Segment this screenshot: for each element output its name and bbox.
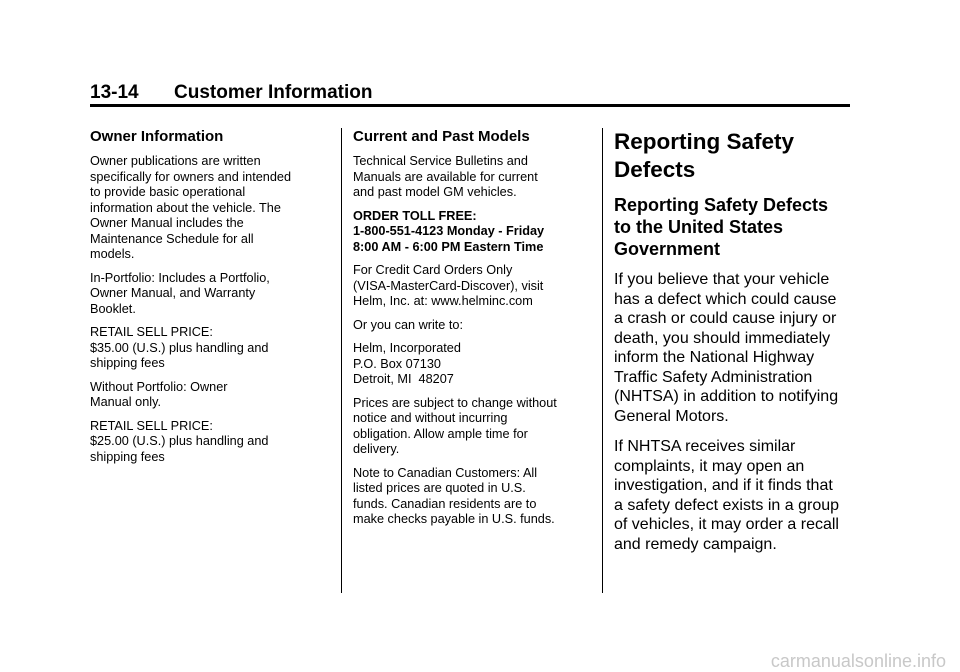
text-line: Technical Service Bulletins and	[353, 154, 528, 168]
column-divider-1	[341, 128, 342, 593]
without-portfolio-paragraph	[90, 380, 330, 411]
text-line: to provide basic operational	[90, 185, 246, 199]
canadian-customers-paragraph	[353, 466, 593, 528]
text-line: (NHTSA) in addition to notifying	[614, 388, 839, 405]
text-line: Without Portfolio: Owner	[90, 379, 228, 394]
text-line: Detroit, MI 48207	[353, 372, 454, 386]
text-line: listed prices are quoted in U.S.	[353, 481, 526, 495]
heading-line: Defects	[614, 157, 696, 182]
text-line: obligation. Allow ample time for	[353, 426, 528, 441]
text-line: a safety defect exists in a group	[614, 496, 840, 514]
text-line: Manuals are available for current	[353, 169, 538, 184]
text-line: a crash or could cause injury or	[614, 310, 837, 327]
page-header	[90, 82, 850, 104]
text-line: inform the National Highway	[614, 349, 815, 366]
text-line: notice and without incurring	[353, 411, 508, 425]
text-line: and past model GM vehicles.	[353, 185, 517, 199]
text-line: Owner Manual includes the	[90, 216, 244, 230]
text-line: information about the vehicle. The	[90, 200, 281, 215]
column-current-past-models	[353, 128, 593, 536]
text-line: Note to Canadian Customers: All	[353, 465, 538, 480]
order-toll-free-block	[353, 209, 593, 256]
text-line: General Motors.	[614, 407, 729, 425]
text-line: specifically for owners and intended	[90, 169, 291, 184]
text-line: make checks payable in U.S. funds.	[353, 512, 555, 526]
retail-price-paragraph-2	[90, 419, 330, 466]
text-line: 8:00 AM - 6:00 PM Eastern Time	[353, 239, 544, 254]
text-line: of vehicles, it may order a recall	[614, 516, 839, 533]
text-line: For Credit Card Orders Only	[353, 263, 513, 277]
text-line: Manual only.	[90, 395, 161, 409]
text-line: has a defect which could cause	[614, 290, 837, 308]
current-past-models-heading: Current and Past Models	[353, 128, 530, 145]
text-line: $25.00 (U.S.) plus handling and	[90, 434, 269, 448]
text-line: RETAIL SELL PRICE:	[90, 418, 213, 433]
retail-price-paragraph-1	[90, 325, 330, 372]
text-line: death, you should immediately	[614, 329, 831, 347]
owner-publications-paragraph	[90, 154, 330, 263]
text-line: Or you can write to:	[353, 317, 463, 332]
text-line: If NHTSA receives similar	[614, 438, 796, 455]
write-to-paragraph	[353, 318, 593, 334]
page-number: 13-14	[90, 82, 139, 103]
text-line: complaints, it may open an	[614, 457, 805, 475]
text-line: investigation, and if it finds that	[614, 477, 833, 494]
text-line: delivery.	[353, 442, 400, 456]
heading-line: Reporting Safety Defects	[614, 195, 829, 215]
text-line: In-Portfolio: Includes a Portfolio,	[90, 270, 270, 285]
text-line: (VISA-MasterCard-Discover), visit	[353, 278, 544, 293]
text-line: Owner Manual, and Warranty	[90, 286, 256, 300]
text-line: funds. Canadian residents are to	[353, 496, 537, 511]
text-line: ORDER TOLL FREE:	[353, 208, 477, 223]
text-line: Helm, Incorporated	[353, 341, 461, 355]
column-divider-2	[602, 128, 603, 593]
header-rule	[90, 104, 850, 107]
text-line: $35.00 (U.S.) plus handling and	[90, 340, 269, 355]
mailing-address	[353, 341, 593, 388]
nhtsa-investigation-paragraph	[614, 437, 852, 554]
text-line: Owner publications are written	[90, 154, 261, 168]
text-line: Prices are subject to change without	[353, 395, 557, 410]
phone-hours-line: 1-800-551-4123 Monday - Friday	[353, 224, 545, 238]
heading-line: Reporting Safety	[614, 129, 795, 154]
watermark: carmanualsonline.info	[770, 651, 946, 671]
reporting-safety-defects-heading	[614, 128, 852, 184]
text-line: models.	[90, 247, 135, 261]
heading-line: to the United States	[614, 217, 784, 237]
website-line: Helm, Inc. at: www.helminc.com	[353, 294, 533, 308]
text-line: If you believe that your vehicle	[614, 271, 830, 288]
text-line: Traffic Safety Administration	[614, 368, 813, 386]
text-line: RETAIL SELL PRICE:	[90, 325, 213, 339]
text-line: Maintenance Schedule for all	[90, 231, 254, 246]
in-portfolio-paragraph	[90, 271, 330, 318]
credit-card-paragraph	[353, 263, 593, 310]
text-line: and remedy campaign.	[614, 535, 777, 553]
text-line: shipping fees	[90, 449, 165, 464]
heading-line: Government	[614, 239, 721, 259]
us-government-subheading	[614, 194, 852, 260]
text-line: P.O. Box 07130	[353, 356, 441, 371]
column-owner-information	[90, 128, 330, 473]
defect-report-paragraph	[614, 270, 852, 426]
text-line: Booklet.	[90, 301, 136, 316]
bulletins-paragraph	[353, 154, 593, 201]
prices-notice-paragraph	[353, 396, 593, 458]
owner-information-heading: Owner Information	[90, 128, 224, 145]
column-reporting-safety-defects	[614, 128, 852, 565]
section-title: Customer Information	[174, 82, 373, 103]
text-line: shipping fees	[90, 356, 165, 370]
